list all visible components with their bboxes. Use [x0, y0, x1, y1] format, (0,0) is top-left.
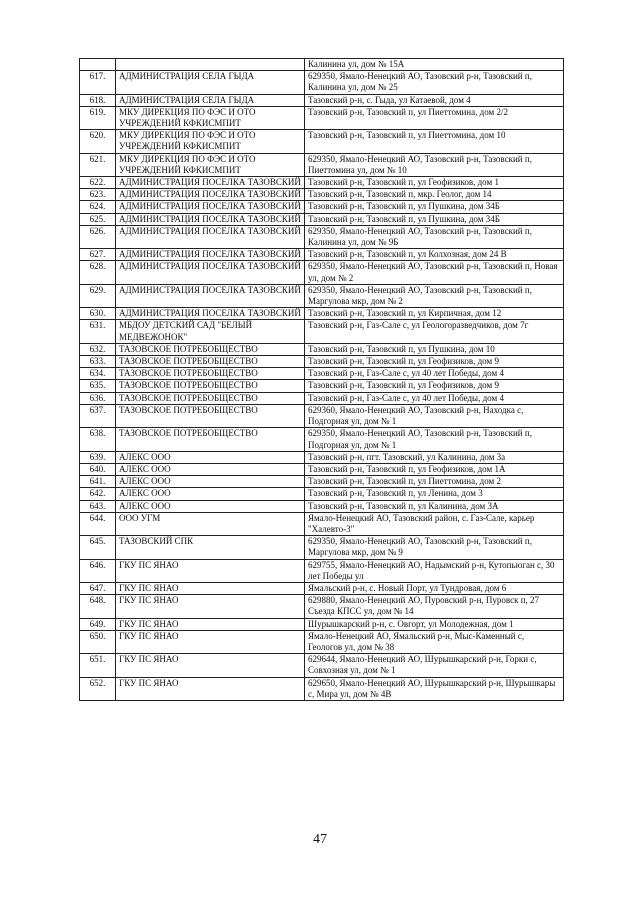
- table-row: [80, 500, 564, 512]
- table-row: [80, 404, 564, 427]
- organization-address: 629650, Ямало-Ненецкий АО, Шурышкарский р-н, Шурышкары с, Мира ул, дом № 4В: [305, 677, 564, 700]
- row-number: 623.: [80, 189, 116, 201]
- organization-name: АДМИНИСТРАЦИЯ ПОСЕЛКА ТАЗОВСКИЙ: [116, 225, 305, 248]
- row-number: 641.: [80, 476, 116, 488]
- organization-name: ТАЗОВСКОЕ ПОТРЕБОБЩЕСТВО: [116, 356, 305, 368]
- organization-address: 629755, Ямало-Ненецкий АО, Надымский р-н, Кутопьюган с, 30 лет Победы ул: [305, 559, 564, 582]
- row-number: 635.: [80, 380, 116, 392]
- table-row: [80, 249, 564, 261]
- organization-name: ООО УГМ: [116, 512, 305, 535]
- organization-address: Тазовский р-н, Тазовский п, ул Пушкина, дом 10: [305, 343, 564, 355]
- row-number: 625.: [80, 213, 116, 225]
- organization-address: Тазовский р-н, Тазовский п, ул Ленина, дом 3: [305, 488, 564, 500]
- table-row: [80, 618, 564, 630]
- table-row: [80, 201, 564, 213]
- row-number: 619.: [80, 106, 116, 129]
- organization-name: АЛЕКС ООО: [116, 451, 305, 463]
- organization-address: Тазовский р-н, Тазовский п, ул Пиеттомина, дом 2/2: [305, 106, 564, 129]
- organization-address: Тазовский р-н, Газ-Сале с, ул 40 лет Победы, дом 4: [305, 392, 564, 404]
- row-number: 622.: [80, 177, 116, 189]
- table-row: [80, 392, 564, 404]
- row-number: 632.: [80, 343, 116, 355]
- row-number: 652.: [80, 677, 116, 700]
- row-number: 651.: [80, 654, 116, 677]
- organization-name: ГКУ ПС ЯНАО: [116, 677, 305, 700]
- organization-address: 629350, Ямало-Ненецкий АО, Тазовский р-н, Тазовский п, Маргулова мкр, дом № 9: [305, 536, 564, 559]
- organization-name: АДМИНИСТРАЦИЯ ПОСЕЛКА ТАЗОВСКИЙ: [116, 284, 305, 307]
- row-number: 626.: [80, 225, 116, 248]
- row-number: 639.: [80, 451, 116, 463]
- organization-address: Тазовский р-н, Тазовский п, ул Колхозная, дом 24 В: [305, 249, 564, 261]
- organization-name: ГКУ ПС ЯНАО: [116, 618, 305, 630]
- row-number: 627.: [80, 249, 116, 261]
- table-row: [80, 463, 564, 475]
- organization-address: 629644, Ямало-Ненецкий АО, Шурышкарский р-н, Горки с, Совхозная ул, дом № 1: [305, 654, 564, 677]
- organization-address: Тазовский р-н, Газ-Сале с, ул Геологоразведчиков, дом 7г: [305, 320, 564, 343]
- table-row: [80, 94, 564, 106]
- table-row: [80, 654, 564, 677]
- table-row: [80, 225, 564, 248]
- organization-name: АДМИНИСТРАЦИЯ СЕЛА ГЫДА: [116, 94, 305, 106]
- organization-name: МКУ ДИРЕКЦИЯ ПО ФЭС И ОТО УЧРЕЖДЕНИЙ КФКИСМПИТ: [116, 153, 305, 176]
- row-number: 634.: [80, 368, 116, 380]
- organization-name: АЛЕКС ООО: [116, 463, 305, 475]
- table-row: [80, 189, 564, 201]
- organization-name: АДМИНИСТРАЦИЯ ПОСЕЛКА ТАЗОВСКИЙ: [116, 177, 305, 189]
- row-number: 621.: [80, 153, 116, 176]
- organization-name: АДМИНИСТРАЦИЯ ПОСЕЛКА ТАЗОВСКИЙ: [116, 201, 305, 213]
- row-number: 629.: [80, 284, 116, 307]
- row-number: 617.: [80, 71, 116, 94]
- organization-name: АДМИНИСТРАЦИЯ ПОСЕЛКА ТАЗОВСКИЙ: [116, 189, 305, 201]
- organization-name: ГКУ ПС ЯНАО: [116, 582, 305, 594]
- organization-name: МКУ ДИРЕКЦИЯ ПО ФЭС И ОТО УЧРЕЖДЕНИЙ КФКИСМПИТ: [116, 106, 305, 129]
- organization-address: Тазовский р-н, с. Гыда, ул Катаевой, дом 4: [305, 94, 564, 106]
- table-row: [80, 476, 564, 488]
- organization-name: АДМИНИСТРАЦИЯ СЕЛА ГЫДА: [116, 71, 305, 94]
- table-row: [80, 284, 564, 307]
- table-row: [80, 559, 564, 582]
- organization-address: Шурышкарский р-н, с. Овгорт, ул Молодежная, дом 1: [305, 618, 564, 630]
- row-number: 620.: [80, 130, 116, 153]
- organization-address: 629350, Ямало-Ненецкий АО, Тазовский р-н, Тазовский п, Маргулова мкр, дом № 2: [305, 284, 564, 307]
- row-number: 649.: [80, 618, 116, 630]
- table-row: [80, 71, 564, 94]
- table-row: [80, 488, 564, 500]
- table-row: [80, 451, 564, 463]
- organization-address: Ямало-Ненецкий АО, Тазовский район, с. Газ-Сале, карьер "Халевто-3": [305, 512, 564, 535]
- table-row: [80, 177, 564, 189]
- row-number: 618.: [80, 94, 116, 106]
- row-number: 637.: [80, 404, 116, 427]
- table-row: [80, 213, 564, 225]
- organization-address: Ямальский р-н, с. Новый Порт, ул Тундровая, дом 6: [305, 582, 564, 594]
- row-number: 638.: [80, 428, 116, 451]
- table-row: [80, 261, 564, 284]
- organization-address: 629350, Ямало-Ненецкий АО, Тазовский р-н, Тазовский п, Пиеттомина ул, дом № 10: [305, 153, 564, 176]
- organization-name: ТАЗОВСКОЕ ПОТРЕБОБЩЕСТВО: [116, 392, 305, 404]
- organization-address: Калинина ул, дом № 15А: [305, 59, 564, 71]
- table-row: [80, 356, 564, 368]
- row-number: 633.: [80, 356, 116, 368]
- organization-name: ГКУ ПС ЯНАО: [116, 654, 305, 677]
- organization-address: Ямало-Ненецкий АО, Ямальский р-н, Мыс-Каменный с, Геологов ул, дом № 38: [305, 630, 564, 653]
- organization-address: 629350, Ямало-Ненецкий АО, Тазовский р-н, Тазовский п, Калинина ул, дом № 25: [305, 71, 564, 94]
- organization-address: Тазовский р-н, Тазовский п, ул Пиеттомина, дом 10: [305, 130, 564, 153]
- organization-address: Тазовский р-н, Газ-Сале с, ул 40 лет Победы, дом 4: [305, 368, 564, 380]
- row-number: 631.: [80, 320, 116, 343]
- organization-name: ТАЗОВСКОЕ ПОТРЕБОБЩЕСТВО: [116, 428, 305, 451]
- organization-name: АЛЕКС ООО: [116, 500, 305, 512]
- organization-name: ТАЗОВСКОЕ ПОТРЕБОБЩЕСТВО: [116, 368, 305, 380]
- table-row: [80, 582, 564, 594]
- organization-address: Тазовский р-н, Тазовский п, ул Калинина, дом 3А: [305, 500, 564, 512]
- row-number: 648.: [80, 595, 116, 618]
- organization-address: Тазовский р-н, Тазовский п, ул Геофизиков, дом 9: [305, 356, 564, 368]
- organization-name: ТАЗОВСКОЕ ПОТРЕБОБЩЕСТВО: [116, 404, 305, 427]
- organization-address: Тазовский р-н, пгт. Тазовский, ул Калинина, дом 3а: [305, 451, 564, 463]
- table-row: [80, 343, 564, 355]
- organization-name: АДМИНИСТРАЦИЯ ПОСЕЛКА ТАЗОВСКИЙ: [116, 249, 305, 261]
- organization-name: АЛЕКС ООО: [116, 488, 305, 500]
- organization-name: АДМИНИСТРАЦИЯ ПОСЕЛКА ТАЗОВСКИЙ: [116, 261, 305, 284]
- organization-name: АДМИНИСТРАЦИЯ ПОСЕЛКА ТАЗОВСКИЙ: [116, 308, 305, 320]
- row-number: 646.: [80, 559, 116, 582]
- row-number: 650.: [80, 630, 116, 653]
- organization-name: АДМИНИСТРАЦИЯ ПОСЕЛКА ТАЗОВСКИЙ: [116, 213, 305, 225]
- row-number: 647.: [80, 582, 116, 594]
- organization-address: 629360, Ямало-Ненецкий АО, Тазовский р-н, Находка с, Подгорная ул, дом № 1: [305, 404, 564, 427]
- table-row: [80, 677, 564, 700]
- row-number: 624.: [80, 201, 116, 213]
- table-row: [80, 368, 564, 380]
- registry-table-body: [80, 59, 564, 701]
- row-number: 640.: [80, 463, 116, 475]
- table-row: [80, 130, 564, 153]
- organization-address: 629350, Ямало-Ненецкий АО, Тазовский р-н, Тазовский п, Калинина ул, дом № 9Б: [305, 225, 564, 248]
- organization-name: [116, 59, 305, 71]
- organization-name: МКУ ДИРЕКЦИЯ ПО ФЭС И ОТО УЧРЕЖДЕНИЙ КФКИСМПИТ: [116, 130, 305, 153]
- table-row: [80, 308, 564, 320]
- table-row: [80, 59, 564, 71]
- organization-address: Тазовский р-н, Тазовский п, ул Пушкина, дом 34Б: [305, 201, 564, 213]
- row-number: 643.: [80, 500, 116, 512]
- organization-name: ГКУ ПС ЯНАО: [116, 559, 305, 582]
- row-number: 645.: [80, 536, 116, 559]
- organization-name: ГКУ ПС ЯНАО: [116, 630, 305, 653]
- registry-table: [79, 58, 564, 701]
- organization-address: 629880, Ямало-Ненецкий АО, Пуровский р-н, Пуровск п, 27 Съезда КПСС ул, дом № 14: [305, 595, 564, 618]
- organization-address: Тазовский р-н, Тазовский п, ул Геофизиков, дом 1А: [305, 463, 564, 475]
- organization-name: МБДОУ ДЕТСКИЙ САД "БЕЛЫЙ МЕДВЕЖОНОК": [116, 320, 305, 343]
- table-row: [80, 512, 564, 535]
- organization-address: Тазовский р-н, Тазовский п, ул Геофизиков, дом 9: [305, 380, 564, 392]
- table-row: [80, 595, 564, 618]
- organization-address: Тазовский р-н, Тазовский п, ул Геофизиков, дом 1: [305, 177, 564, 189]
- table-row: [80, 320, 564, 343]
- row-number: 644.: [80, 512, 116, 535]
- organization-name: ГКУ ПС ЯНАО: [116, 595, 305, 618]
- organization-name: АЛЕКС ООО: [116, 476, 305, 488]
- row-number: 628.: [80, 261, 116, 284]
- table-row: [80, 106, 564, 129]
- organization-name: ТАЗОВСКИЙ СПК: [116, 536, 305, 559]
- organization-address: 629350, Ямало-Ненецкий АО, Тазовский р-н, Тазовский п, Подгорная ул, дом № 1: [305, 428, 564, 451]
- table-row: [80, 428, 564, 451]
- organization-address: Тазовский р-н, Тазовский п, ул Пушкина, дом 34Б: [305, 213, 564, 225]
- organization-address: Тазовский р-н, Тазовский п, мкр. Геолог, дом 14: [305, 189, 564, 201]
- row-number: [80, 59, 116, 71]
- table-row: [80, 536, 564, 559]
- organization-address: Тазовский р-н, Тазовский п, ул Кирпичная, дом 12: [305, 308, 564, 320]
- organization-address: 629350, Ямало-Ненецкий АО, Тазовский р-н, Тазовский п, Новая ул, дом № 2: [305, 261, 564, 284]
- table-row: [80, 380, 564, 392]
- organization-name: ТАЗОВСКОЕ ПОТРЕБОБЩЕСТВО: [116, 380, 305, 392]
- table-row: [80, 630, 564, 653]
- table-row: [80, 153, 564, 176]
- organization-name: ТАЗОВСКОЕ ПОТРЕБОБЩЕСТВО: [116, 343, 305, 355]
- organization-address: Тазовский р-н, Тазовский п, ул Пиеттомина, дом 2: [305, 476, 564, 488]
- page-number: 47: [313, 832, 327, 847]
- row-number: 630.: [80, 308, 116, 320]
- row-number: 642.: [80, 488, 116, 500]
- row-number: 636.: [80, 392, 116, 404]
